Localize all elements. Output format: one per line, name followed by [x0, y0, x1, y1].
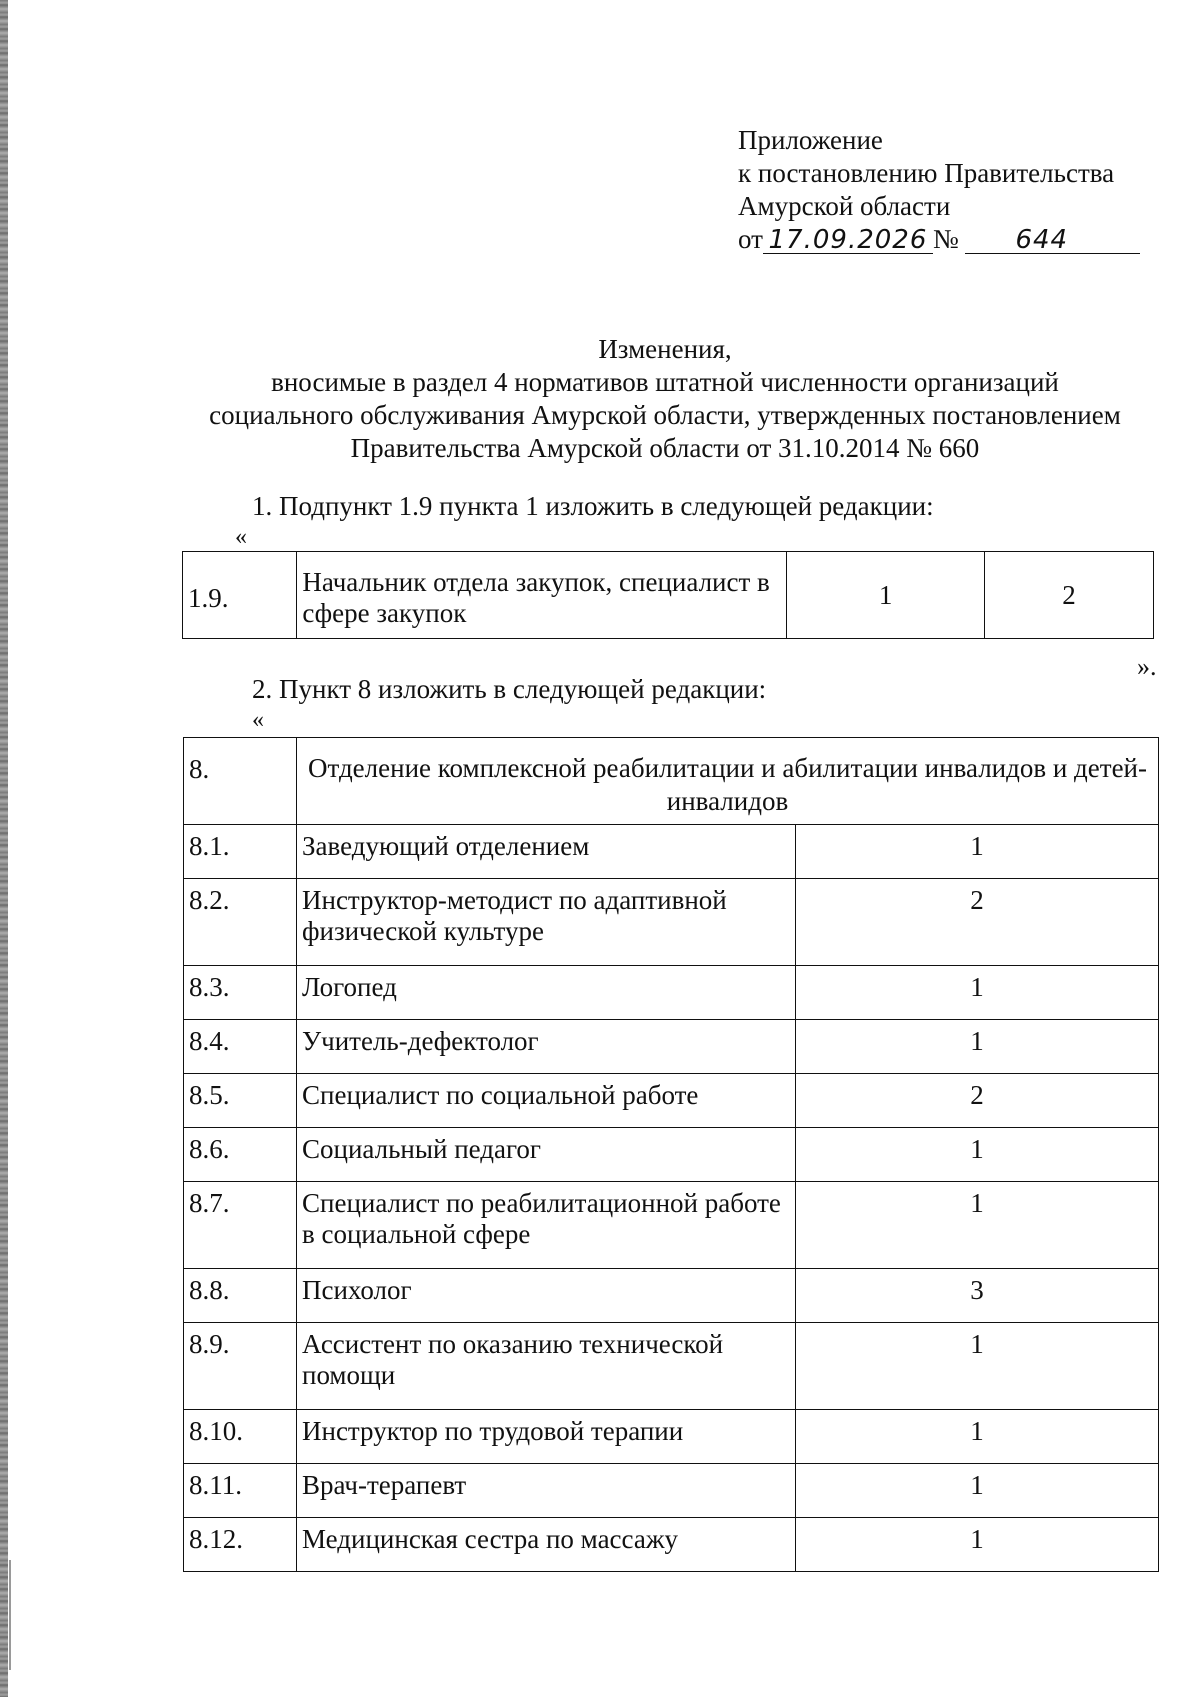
annex-date-line: [738, 223, 1140, 256]
row-value: 3: [796, 1269, 1159, 1323]
row-name: Врач-терапевт: [297, 1464, 796, 1518]
row-number: 8.10.: [184, 1410, 297, 1464]
row-number: 8.2.: [184, 879, 297, 966]
row-value: 1: [796, 825, 1159, 879]
annex-line-1: Приложение: [738, 125, 883, 155]
row-name: Логопед: [297, 966, 796, 1020]
row-number: 1.9.: [183, 552, 297, 639]
table-header-row: [184, 738, 1159, 825]
table-row: [184, 825, 1159, 879]
row-value: 1: [796, 1182, 1159, 1269]
table-row: [184, 1464, 1159, 1518]
row-value: 1: [796, 1410, 1159, 1464]
row-name: Специалист по реабилитационной работе в социальной сфере: [297, 1182, 796, 1269]
annex-line-3: Амурской области: [738, 191, 951, 221]
handwritten-date: 17.09.2026: [763, 227, 933, 254]
section-1-text: 1. Подпункт 1.9 пункта 1 изложить в следующей редакции:: [252, 491, 934, 521]
row-number: 8.5.: [184, 1074, 297, 1128]
header-name: Отделение комплексной реабилитации и абилитации инвалидов и детей-инвалидов: [297, 738, 1159, 825]
row-number: 8.9.: [184, 1323, 297, 1410]
row-name: Психолог: [297, 1269, 796, 1323]
number-sign: №: [932, 224, 959, 254]
row-value-2: 2: [985, 552, 1154, 639]
date-prefix: от: [738, 224, 763, 254]
row-name: Заведующий отделением: [297, 825, 796, 879]
row-value: 1: [796, 1464, 1159, 1518]
annex-line-2: к постановлению Правительства: [738, 158, 1115, 188]
table-row: [184, 1518, 1159, 1572]
handwritten-number: 644: [965, 227, 1140, 254]
table-row: [184, 1323, 1159, 1410]
table-section-2: [183, 737, 1159, 1572]
section-1-close-quote: ».: [1137, 652, 1157, 681]
row-value: 1: [796, 1518, 1159, 1572]
section-1-open-quote: «: [235, 524, 247, 550]
document-title: [170, 333, 1160, 465]
row-number: 8.8.: [184, 1269, 297, 1323]
row-number: 8.1.: [184, 825, 297, 879]
row-value: 1: [796, 966, 1159, 1020]
row-number: 8.11.: [184, 1464, 297, 1518]
row-name: Ассистент по оказанию технической помощи: [297, 1323, 796, 1410]
row-name: Учитель-дефектолог: [297, 1020, 796, 1074]
row-number: 8.12.: [184, 1518, 297, 1572]
row-name: Начальник отдела закупок, специалист в сфере закупок: [297, 552, 787, 639]
row-value: 1: [796, 1323, 1159, 1410]
row-name: Специалист по социальной работе: [297, 1074, 796, 1128]
section-2-open-quote: «: [252, 707, 264, 733]
row-value-1: 1: [787, 552, 985, 639]
row-value: 2: [796, 879, 1159, 966]
row-number: 8.6.: [184, 1128, 297, 1182]
title-line-2: вносимые в раздел 4 нормативов штатной численности организаций: [271, 367, 1059, 397]
table-row: [184, 1410, 1159, 1464]
row-name: Медицинская сестра по массажу: [297, 1518, 796, 1572]
table-row: [184, 1128, 1159, 1182]
row-name: Инструктор по трудовой терапии: [297, 1410, 796, 1464]
section-2-text: 2. Пункт 8 изложить в следующей редакции:: [252, 674, 767, 704]
header-number: 8.: [184, 738, 297, 825]
row-value: 1: [796, 1020, 1159, 1074]
table-row: [184, 1269, 1159, 1323]
table-row: [184, 966, 1159, 1020]
row-value: 1: [796, 1128, 1159, 1182]
row-name: Инструктор-методист по адаптивной физической культуре: [297, 879, 796, 966]
row-name: Социальный педагог: [297, 1128, 796, 1182]
title-line-3: социального обслуживания Амурской области, утвержденных постановлением: [209, 400, 1121, 430]
row-number: 8.4.: [184, 1020, 297, 1074]
annex-block: [738, 124, 1140, 256]
title-line-4: Правительства Амурской области от 31.10.2014 № 660: [350, 433, 980, 463]
title-line-1: Изменения,: [598, 334, 732, 364]
scan-edge-artifact: [0, 0, 8, 1697]
row-number: 8.3.: [184, 966, 297, 1020]
row-value: 2: [796, 1074, 1159, 1128]
table-section-1: [182, 551, 1154, 639]
row-number: 8.7.: [184, 1182, 297, 1269]
table-row: [184, 1182, 1159, 1269]
table-row: [183, 552, 1154, 639]
scan-edge-mark: [9, 1560, 11, 1670]
table-row: [184, 879, 1159, 966]
table-row: [184, 1020, 1159, 1074]
table-row: [184, 1074, 1159, 1128]
